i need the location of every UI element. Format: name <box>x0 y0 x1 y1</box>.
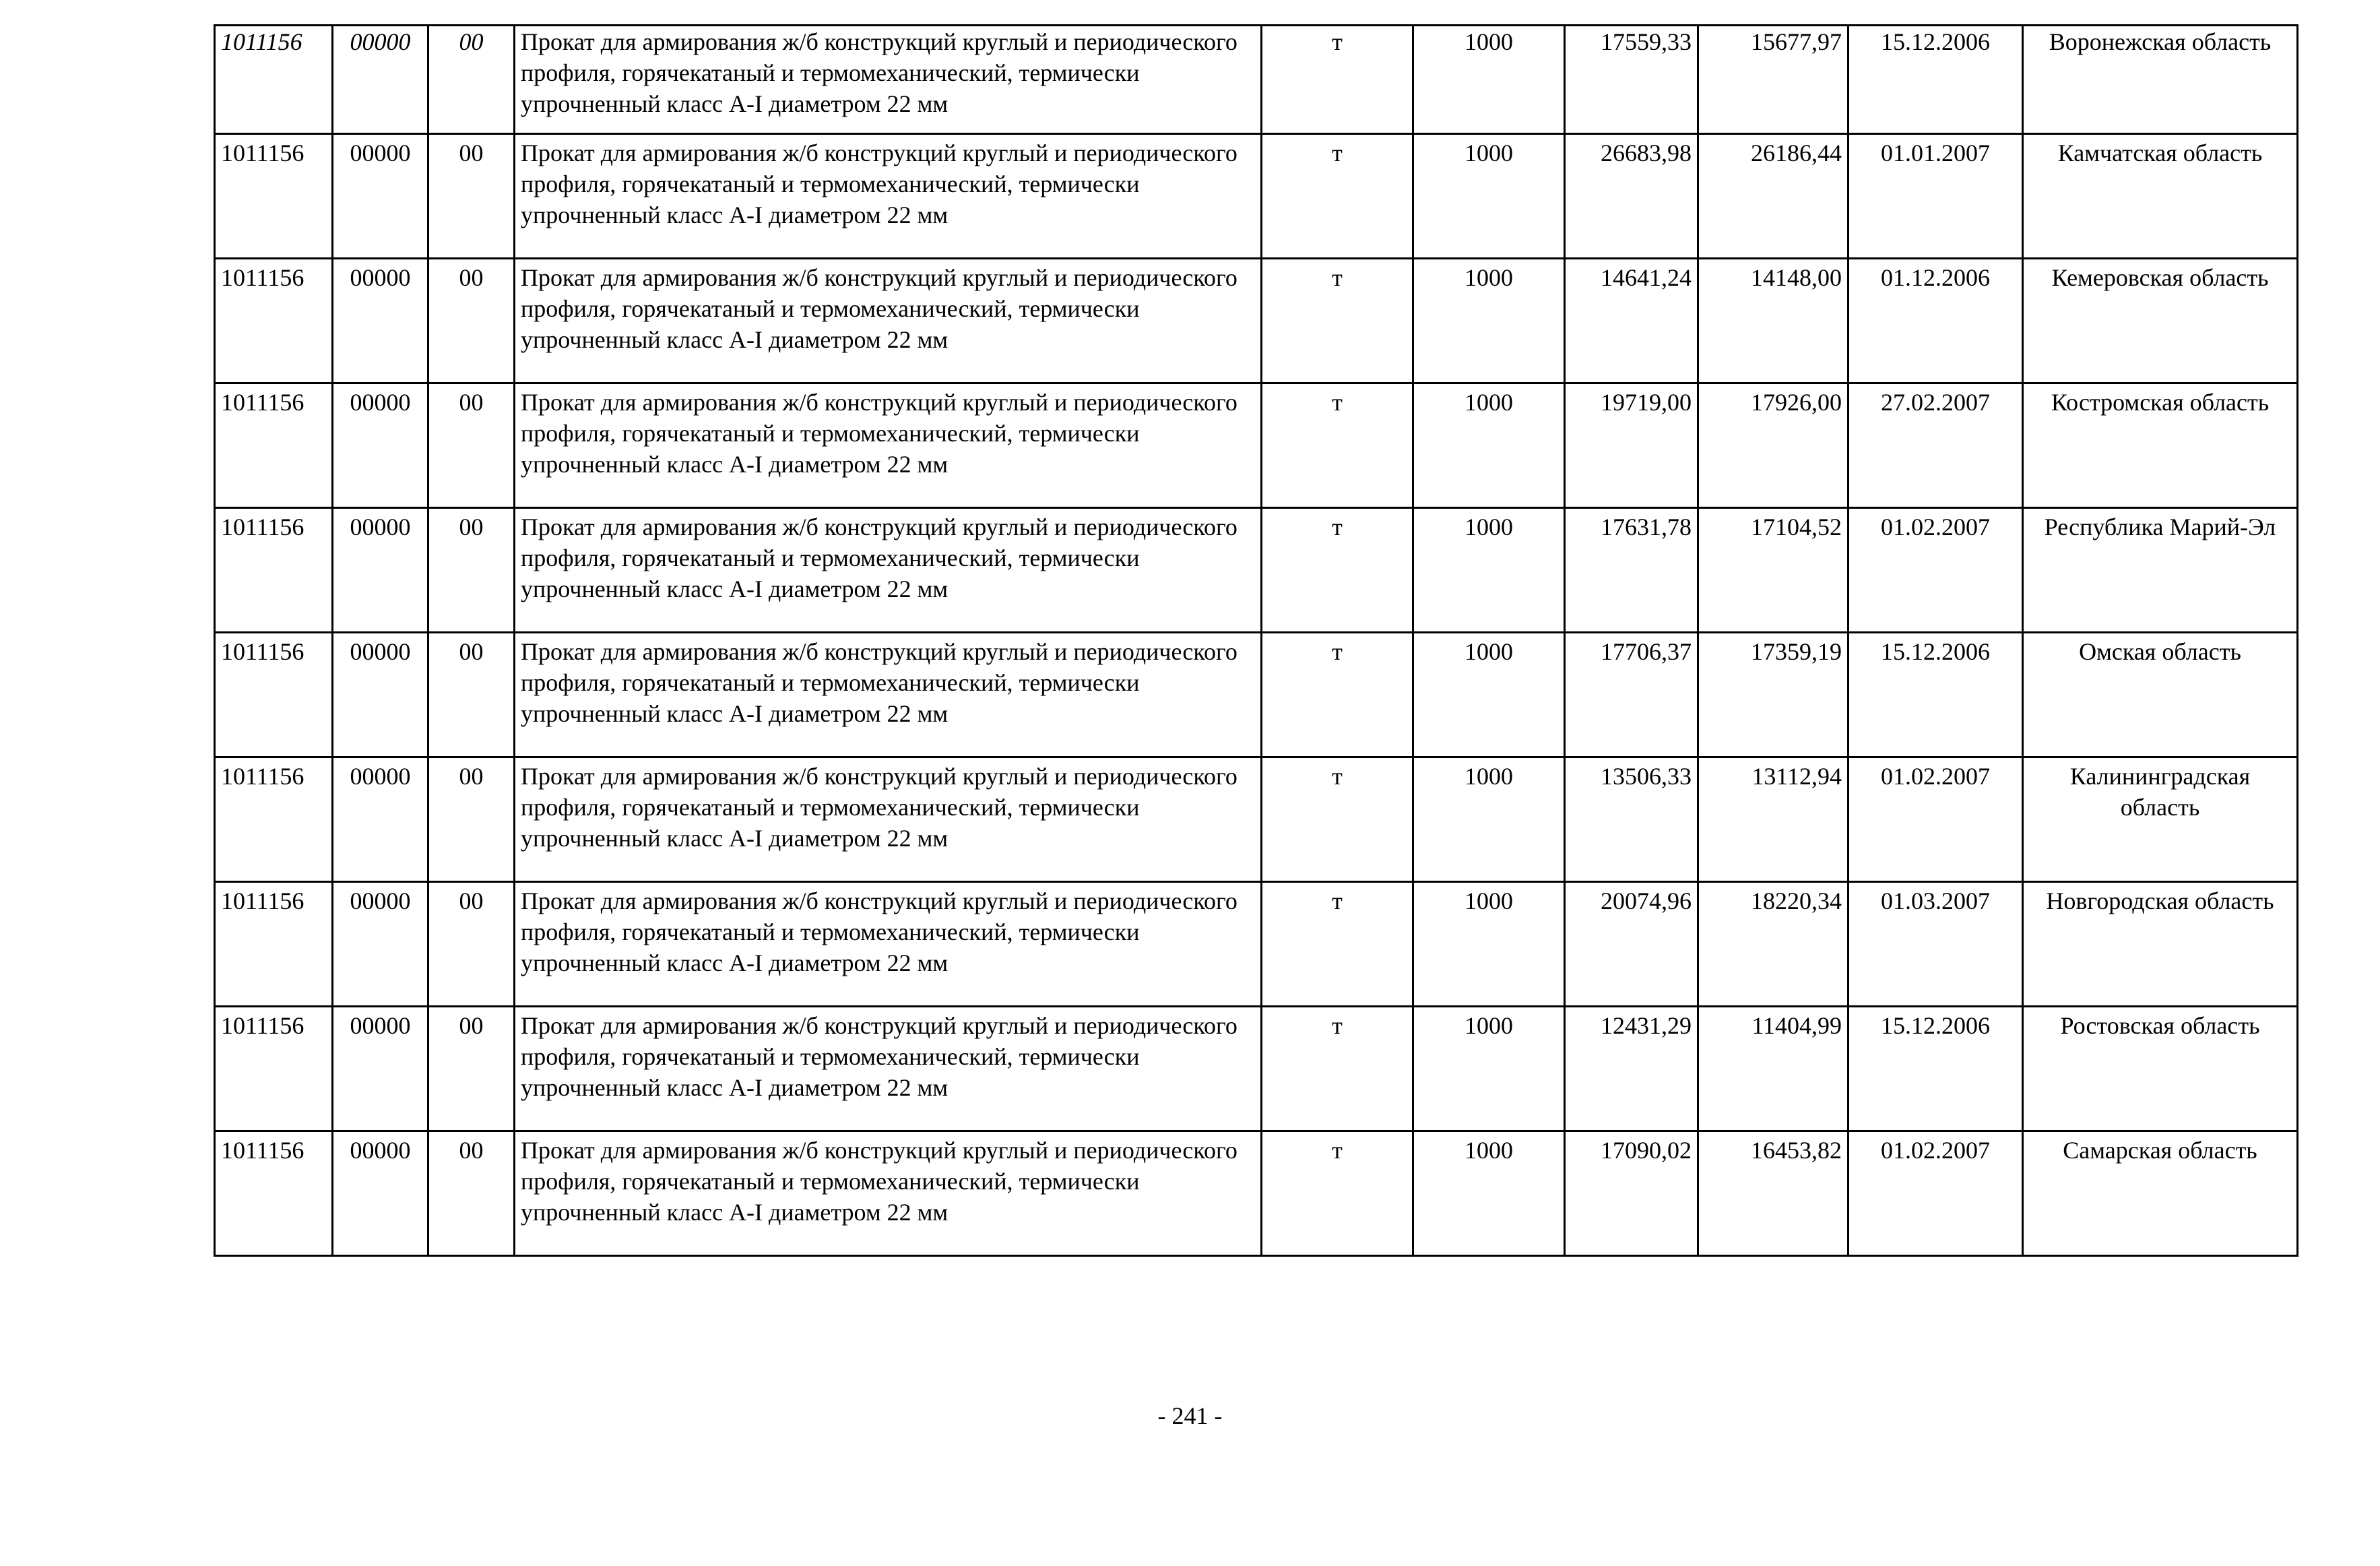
product-name-cell: Прокат для армирования ж/б конструкций круглый и периодического профиля, горячекатаный и термомеханический, термически упрочненный класс А-I диаметром 22 мм <box>515 882 1262 1007</box>
price-cell: 15677,97 <box>1698 26 1848 134</box>
product-name-cell: Прокат для армирования ж/б конструкций круглый и периодического профиля, горячекатаный и термомеханический, термически упрочненный класс А-I диаметром 22 мм <box>515 134 1262 259</box>
region-cell: Ростовская область <box>2023 1007 2298 1131</box>
class-code-cell: 00 <box>428 757 515 882</box>
table-row <box>215 508 2298 633</box>
date-cell: 01.03.2007 <box>1848 882 2023 1007</box>
price-cell: 13112,94 <box>1698 757 1848 882</box>
quantity-cell: 1000 <box>1413 26 1565 134</box>
subcode-cell: 00000 <box>333 1007 428 1131</box>
quantity-cell: 1000 <box>1413 757 1565 882</box>
class-code-cell: 00 <box>428 383 515 508</box>
date-cell: 01.02.2007 <box>1848 1131 2023 1256</box>
region-cell: Самарская область <box>2023 1131 2298 1256</box>
date-cell: 01.01.2007 <box>1848 134 2023 259</box>
date-cell: 01.02.2007 <box>1848 508 2023 633</box>
product-name-cell: Прокат для армирования ж/б конструкций круглый и периодического профиля, горячекатаный и термомеханический, термически упрочненный класс А-I диаметром 22 мм <box>515 508 1262 633</box>
product-name-cell: Прокат для армирования ж/б конструкций круглый и периодического профиля, горячекатаный и термомеханический, термически упрочненный класс А-I диаметром 22 мм <box>515 757 1262 882</box>
quantity-cell: 1000 <box>1413 1007 1565 1131</box>
price-with-vat-cell: 12431,29 <box>1565 1007 1698 1131</box>
price-with-vat-cell: 19719,00 <box>1565 383 1698 508</box>
price-with-vat-cell: 17090,02 <box>1565 1131 1698 1256</box>
subcode-cell: 00000 <box>333 383 428 508</box>
class-code-cell: 00 <box>428 26 515 134</box>
product-code-cell: 1011156 <box>215 26 333 134</box>
quantity-cell: 1000 <box>1413 633 1565 757</box>
subcode-cell: 00000 <box>333 757 428 882</box>
price-with-vat-cell: 26683,98 <box>1565 134 1698 259</box>
subcode-cell: 00000 <box>333 26 428 134</box>
quantity-cell: 1000 <box>1413 383 1565 508</box>
price-with-vat-cell: 17631,78 <box>1565 508 1698 633</box>
unit-cell: т <box>1262 508 1413 633</box>
class-code-cell: 00 <box>428 134 515 259</box>
product-name-cell: Прокат для армирования ж/б конструкций круглый и периодического профиля, горячекатаный и термомеханический, термически упрочненный класс А-I диаметром 22 мм <box>515 1007 1262 1131</box>
unit-cell: т <box>1262 757 1413 882</box>
table-row <box>215 633 2298 757</box>
product-name-cell: Прокат для армирования ж/б конструкций круглый и периодического профиля, горячекатаный и термомеханический, термически упрочненный класс А-I диаметром 22 мм <box>515 633 1262 757</box>
unit-cell: т <box>1262 633 1413 757</box>
class-code-cell: 00 <box>428 1007 515 1131</box>
class-code-cell: 00 <box>428 259 515 383</box>
unit-cell: т <box>1262 26 1413 134</box>
table-row <box>215 1007 2298 1131</box>
table-row <box>215 882 2298 1007</box>
price-cell: 17104,52 <box>1698 508 1848 633</box>
product-name-cell: Прокат для армирования ж/б конструкций круглый и периодического профиля, горячекатаный и термомеханический, термически упрочненный класс А-I диаметром 22 мм <box>515 1131 1262 1256</box>
subcode-cell: 00000 <box>333 1131 428 1256</box>
product-code-cell: 1011156 <box>215 633 333 757</box>
unit-cell: т <box>1262 1007 1413 1131</box>
table-row <box>215 26 2298 134</box>
quantity-cell: 1000 <box>1413 508 1565 633</box>
date-cell: 15.12.2006 <box>1848 26 2023 134</box>
region-cell: Камчатская область <box>2023 134 2298 259</box>
quantity-cell: 1000 <box>1413 1131 1565 1256</box>
region-cell: Республика Марий-Эл <box>2023 508 2298 633</box>
product-code-cell: 1011156 <box>215 259 333 383</box>
unit-cell: т <box>1262 383 1413 508</box>
subcode-cell: 00000 <box>333 134 428 259</box>
quantity-cell: 1000 <box>1413 882 1565 1007</box>
class-code-cell: 00 <box>428 882 515 1007</box>
date-cell: 15.12.2006 <box>1848 1007 2023 1131</box>
price-cell: 14148,00 <box>1698 259 1848 383</box>
subcode-cell: 00000 <box>333 882 428 1007</box>
product-code-cell: 1011156 <box>215 1131 333 1256</box>
table-row <box>215 757 2298 882</box>
product-name-cell: Прокат для армирования ж/б конструкций круглый и периодического профиля, горячекатаный и термомеханический, термически упрочненный класс А-I диаметром 22 мм <box>515 383 1262 508</box>
table-row <box>215 259 2298 383</box>
price-table <box>214 24 2298 1257</box>
product-code-cell: 1011156 <box>215 1007 333 1131</box>
product-code-cell: 1011156 <box>215 882 333 1007</box>
price-cell: 26186,44 <box>1698 134 1848 259</box>
unit-cell: т <box>1262 259 1413 383</box>
region-cell: Омская область <box>2023 633 2298 757</box>
price-cell: 11404,99 <box>1698 1007 1848 1131</box>
date-cell: 01.02.2007 <box>1848 757 2023 882</box>
product-code-cell: 1011156 <box>215 383 333 508</box>
date-cell: 27.02.2007 <box>1848 383 2023 508</box>
class-code-cell: 00 <box>428 1131 515 1256</box>
table-row <box>215 383 2298 508</box>
region-cell: Новгородская область <box>2023 882 2298 1007</box>
price-cell: 16453,82 <box>1698 1131 1848 1256</box>
quantity-cell: 1000 <box>1413 259 1565 383</box>
region-cell: Кемеровская область <box>2023 259 2298 383</box>
price-with-vat-cell: 17559,33 <box>1565 26 1698 134</box>
table-row <box>215 1131 2298 1256</box>
class-code-cell: 00 <box>428 508 515 633</box>
product-code-cell: 1011156 <box>215 757 333 882</box>
price-cell: 18220,34 <box>1698 882 1848 1007</box>
subcode-cell: 00000 <box>333 259 428 383</box>
price-cell: 17926,00 <box>1698 383 1848 508</box>
price-with-vat-cell: 14641,24 <box>1565 259 1698 383</box>
quantity-cell: 1000 <box>1413 134 1565 259</box>
product-code-cell: 1011156 <box>215 134 333 259</box>
subcode-cell: 00000 <box>333 633 428 757</box>
subcode-cell: 00000 <box>333 508 428 633</box>
price-cell: 17359,19 <box>1698 633 1848 757</box>
product-name-cell: Прокат для армирования ж/б конструкций круглый и периодического профиля, горячекатаный и термомеханический, термически упрочненный класс А-I диаметром 22 мм <box>515 26 1262 134</box>
region-cell: Калининградская область <box>2023 757 2298 882</box>
class-code-cell: 00 <box>428 633 515 757</box>
unit-cell: т <box>1262 134 1413 259</box>
table-row <box>215 134 2298 259</box>
product-name-cell: Прокат для армирования ж/б конструкций круглый и периодического профиля, горячекатаный и термомеханический, термически упрочненный класс А-I диаметром 22 мм <box>515 259 1262 383</box>
region-cell: Костромская область <box>2023 383 2298 508</box>
price-with-vat-cell: 17706,37 <box>1565 633 1698 757</box>
unit-cell: т <box>1262 1131 1413 1256</box>
region-cell: Воронежская область <box>2023 26 2298 134</box>
page-number: - 241 - <box>1157 1402 1223 1429</box>
unit-cell: т <box>1262 882 1413 1007</box>
product-code-cell: 1011156 <box>215 508 333 633</box>
date-cell: 15.12.2006 <box>1848 633 2023 757</box>
price-with-vat-cell: 20074,96 <box>1565 882 1698 1007</box>
price-with-vat-cell: 13506,33 <box>1565 757 1698 882</box>
date-cell: 01.12.2006 <box>1848 259 2023 383</box>
